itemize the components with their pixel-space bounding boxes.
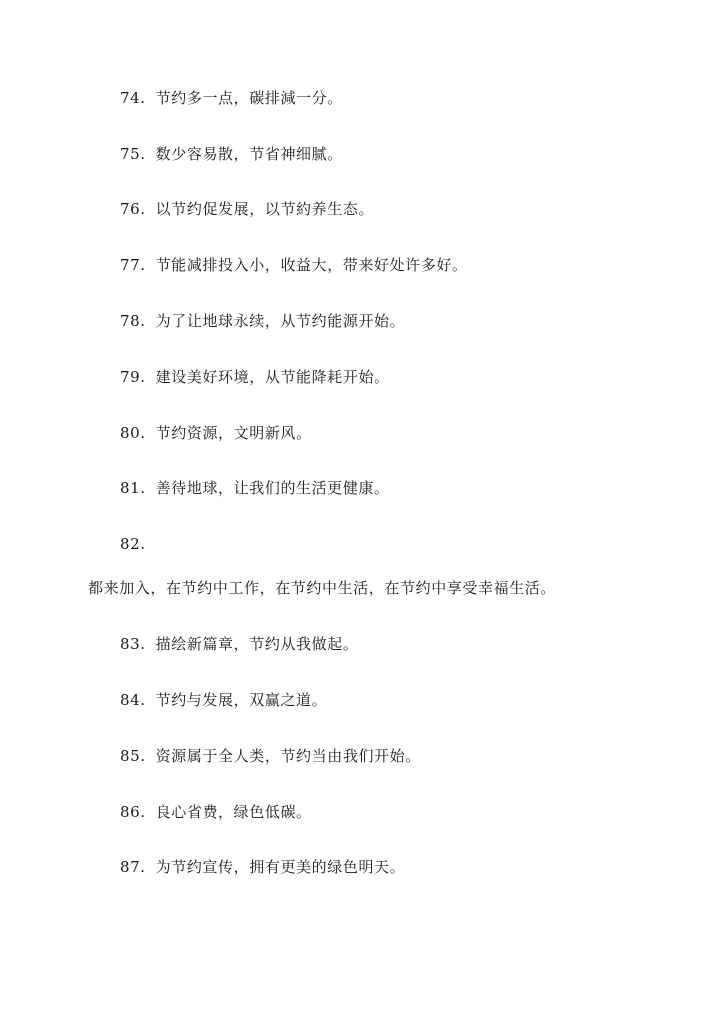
item-text: 建设美好环境，从节能降耗开始。 bbox=[155, 368, 390, 386]
item-text: 节约与发展，双赢之道。 bbox=[155, 691, 328, 709]
item-number: 84. bbox=[120, 691, 146, 709]
list-item bbox=[120, 746, 421, 766]
list-item-number-only bbox=[120, 534, 156, 554]
item-text: 为了让地球永续，从节约能源开始。 bbox=[155, 312, 406, 330]
item-text: 为节约宣传，拥有更美的绿色明天。 bbox=[155, 858, 406, 876]
list-item bbox=[120, 311, 405, 331]
item-text: 资源属于全人类，节约当由我们开始。 bbox=[155, 747, 421, 765]
item-number: 80. bbox=[120, 424, 146, 442]
item-text: 良心省费，绿色低碳。 bbox=[155, 803, 312, 821]
item-text: 描绘新篇章，节约从我做起。 bbox=[155, 635, 359, 653]
item-text: 节能减排投入小，收益大，带来好处许多好。 bbox=[155, 256, 468, 274]
list-item-continuation bbox=[88, 578, 556, 598]
item-text: 节约资源，文明新风。 bbox=[155, 424, 312, 442]
item-number: 81. bbox=[120, 479, 146, 497]
item-number: 86. bbox=[120, 803, 146, 821]
item-number: 74. bbox=[120, 89, 146, 107]
item-number: 77. bbox=[120, 256, 146, 274]
item-number: 82. bbox=[120, 535, 146, 553]
list-item bbox=[120, 690, 327, 710]
item-text: 都来加入，在节约中工作，在节约中生活，在节约中享受幸福生活。 bbox=[88, 579, 557, 597]
list-item bbox=[120, 423, 312, 443]
list-item bbox=[120, 255, 468, 275]
item-number: 78. bbox=[120, 312, 146, 330]
list-item bbox=[120, 88, 343, 108]
list-item bbox=[120, 199, 374, 219]
item-text: 数少容易散，节省神细腻。 bbox=[155, 145, 343, 163]
list-item bbox=[120, 634, 358, 654]
list-item bbox=[120, 478, 390, 498]
list-item bbox=[120, 802, 312, 822]
list-item bbox=[120, 144, 343, 164]
item-number: 83. bbox=[120, 635, 146, 653]
item-number: 75. bbox=[120, 145, 146, 163]
item-number: 79. bbox=[120, 368, 146, 386]
item-number: 85. bbox=[120, 747, 146, 765]
item-text: 以节约促发展，以节約养生态。 bbox=[155, 200, 375, 218]
item-text: 善待地球，让我们的生活更健康。 bbox=[155, 479, 390, 497]
item-number: 76. bbox=[120, 200, 146, 218]
list-item bbox=[120, 857, 405, 877]
item-text: 节约多一点，碳排減一分。 bbox=[155, 89, 343, 107]
list-item bbox=[120, 367, 390, 387]
item-number: 87. bbox=[120, 858, 146, 876]
